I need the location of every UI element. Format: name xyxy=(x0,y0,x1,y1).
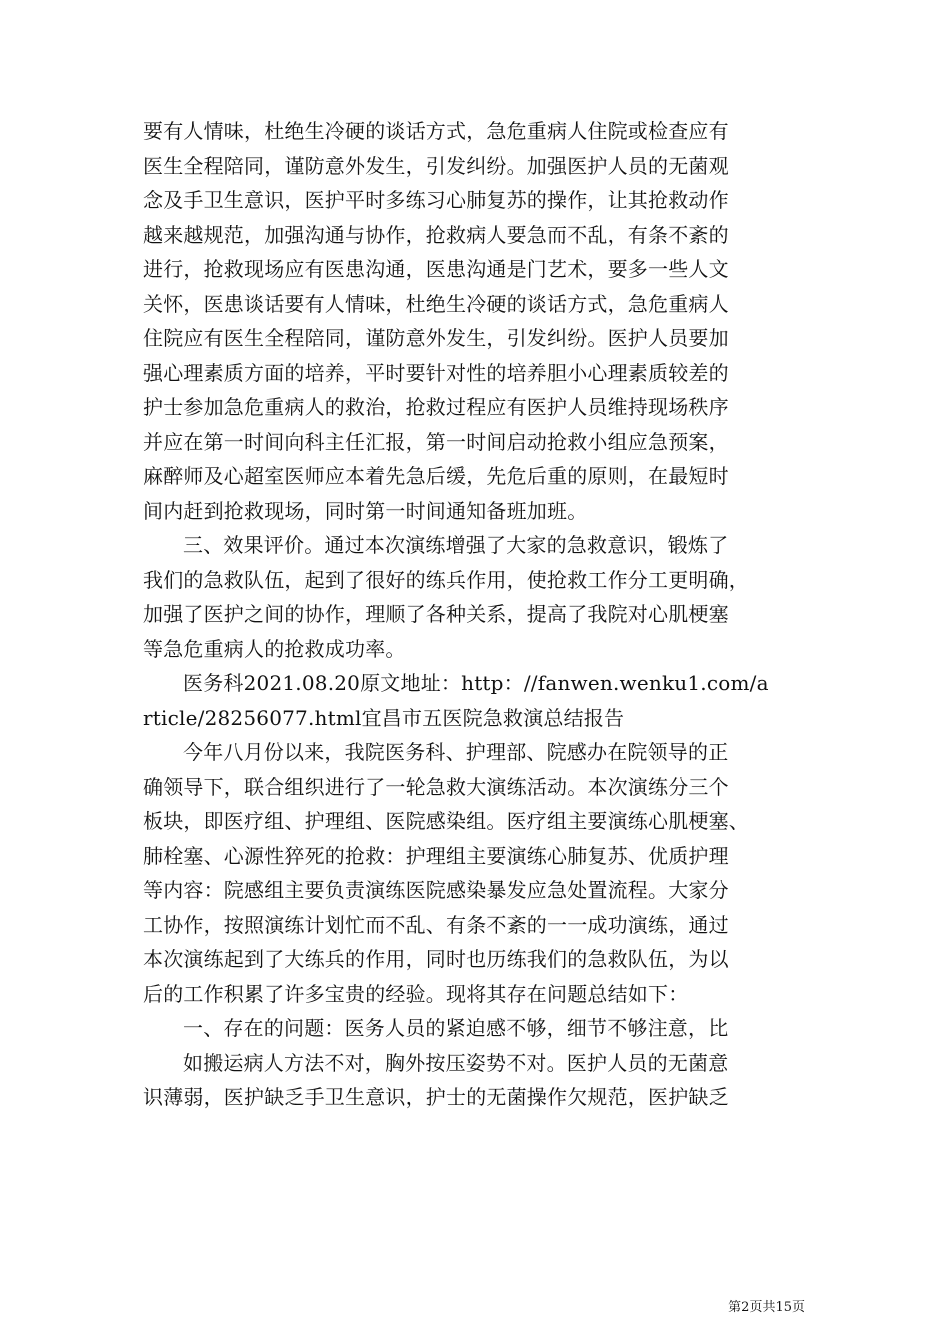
text-line: 工协作，按照演练计划忙而不乱、有条不紊的一一成功演练，通过 xyxy=(143,912,729,937)
text-line: 等急危重病人的抢救成功率。 xyxy=(143,636,406,661)
text-line: 间内赶到抢救现场，同时第一时间通知备班加班。 xyxy=(143,498,588,523)
text-line: 麻醉师及心超室医师应本着先急后缓，先危后重的原则，在最短时 xyxy=(143,464,729,488)
text-line: 念及手卫生意识，医护平时多练习心肺复苏的操作，让其抢救动作 xyxy=(143,188,729,212)
text-line: 今年八月份以来，我院医务科、护理部、院感办在院领导的正 xyxy=(183,740,729,764)
text-line: 后的工作积累了许多宝贵的经验。现将其存在问题总结如下： xyxy=(143,981,689,1006)
text-line: 加强了医护之间的协作，理顺了各种关系，提高了我院对心肌梗塞 xyxy=(143,602,729,626)
text-line: 要有人情味，杜绝生冷硬的谈话方式，急危重病人住院或检查应有 xyxy=(143,119,729,143)
text-line: 我们的急救队伍，起到了很好的练兵作用，使抢救工作分工更明确， xyxy=(143,567,749,592)
text-line: 肺栓塞、心源性猝死的抢救：护理组主要演练心肺复苏、优质护理 xyxy=(143,843,729,868)
body-text xyxy=(143,114,823,1115)
text-line: 确领导下，联合组织进行了一轮急救大演练活动。本次演练分三个 xyxy=(143,774,729,799)
text-line: 医生全程陪同，谨防意外发生，引发纠纷。加强医护人员的无菌观 xyxy=(143,153,729,178)
text-line: rticle/28256077.html宜昌市五医院急救演总结报告 xyxy=(143,705,625,730)
text-line: 强心理素质方面的培养，平时要针对性的培养胆小心理素质较差的 xyxy=(143,360,729,385)
page-number: 第2页共15页 xyxy=(728,1300,805,1315)
text-line: 一、存在的问题：医务人员的紧迫感不够，细节不够注意，比 xyxy=(183,1016,729,1040)
text-line: 关怀，医患谈话要有人情味，杜绝生冷硬的谈话方式，急危重病人 xyxy=(143,291,729,316)
text-line: 越来越规范，加强沟通与协作，抢救病人要急而不乱，有条不紊的 xyxy=(143,222,729,247)
text-line: 三、效果评价。通过本次演练增强了大家的急救意识，锻炼了 xyxy=(183,533,729,557)
text-line: 等内容：院感组主要负责演练医院感染暴发应急处置流程。大家分 xyxy=(143,878,729,902)
text-line: 本次演练起到了大练兵的作用，同时也历练我们的急救队伍，为以 xyxy=(143,947,729,971)
text-line: 护士参加急危重病人的救治，抢救过程应有医护人员维持现场秩序 xyxy=(143,395,729,419)
text-line: 住院应有医生全程陪同，谨防意外发生，引发纠纷。医护人员要加 xyxy=(143,326,729,350)
text-line: 识薄弱，医护缺乏手卫生意识，护士的无菌操作欠规范，医护缺乏 xyxy=(143,1085,729,1109)
text-line: 医务科2021.08.20原文地址：http：//fanwen.wenku1.com/a xyxy=(183,671,769,695)
text-line: 并应在第一时间向科主任汇报，第一时间启动抢救小组应急预案， xyxy=(143,429,729,454)
text-line: 板块，即医疗组、护理组、医院感染组。医疗组主要演练心肌梗塞、 xyxy=(143,809,749,833)
text-line: 进行，抢救现场应有医患沟通，医患沟通是门艺术，要多一些人文 xyxy=(143,257,729,281)
text-line: 如搬运病人方法不对，胸外按压姿势不对。医护人员的无菌意 xyxy=(183,1050,729,1075)
